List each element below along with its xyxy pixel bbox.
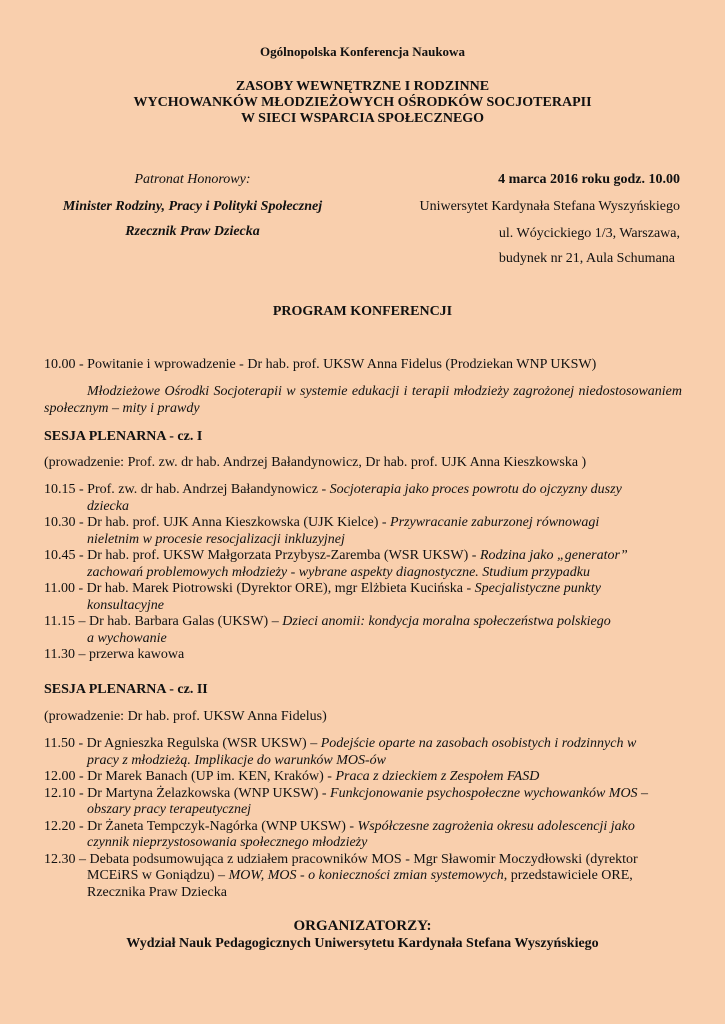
item-title: Przywracanie zaburzonej równowagi — [390, 515, 600, 530]
debate-line-1: 12.30 – Debata podsumowująca z udziałem pracowników MOS - Mgr Sławomir Moczydłowski (dyrektor — [44, 851, 638, 867]
title-line-1: ZASOBY WEWNĘTRZNE I RODZINNE — [235, 79, 490, 94]
debate-host: MCEiRS w Goniądzu) – — [87, 868, 229, 883]
session2-list — [44, 736, 648, 901]
opening-item: 10.00 - Powitanie i wprowadzenie - Dr hab. prof. UKSW Anna Fidelus (Prodziekan WNP UKSW) — [44, 357, 597, 372]
organizer-name: Wydział Nauk Pedagogicznych Uniwersytetu Kardynała Stefana Wyszyńskiego — [126, 936, 599, 951]
session1-chairs: (prowadzenie: Prof. zw. dr hab. Andrzej Bałandynowicz, Dr hab. prof. UJK Anna Kieszkowska ) — [44, 455, 587, 470]
session1-title: SESJA PLENARNA - cz. I — [44, 429, 203, 444]
event-building: budynek nr 21, Aula Schumana — [498, 251, 675, 266]
item-title: Socjoterapia jako proces powrotu do ojczyzny duszy — [329, 482, 622, 497]
item-speaker: 11.00 - Dr hab. Marek Piotrowski (Dyrektor ORE), mgr Elżbieta Kucińska - — [44, 581, 475, 596]
title-line-3: W SIECI WSPARCIA SPOŁECZNEGO — [240, 111, 485, 126]
item-speaker: 10.30 - Dr hab. prof. UJK Anna Kieszkowska (UJK Kielce) - — [44, 515, 391, 530]
debate-line-2 — [44, 868, 648, 885]
item-title: Rodzina jako „generator” — [479, 548, 628, 563]
patronage-label: Patronat Honorowy: — [134, 172, 251, 187]
program-heading: PROGRAM KONFERENCJI — [272, 304, 453, 319]
item-title-cont: dziecka — [87, 498, 129, 514]
item-speaker: 12.10 - Dr Martyna Żelazkowska (WNP UKSW) - — [44, 785, 331, 801]
program-item — [44, 482, 628, 499]
item-speaker: 11.15 – Dr hab. Barbara Galas (UKSW) – — [44, 614, 283, 629]
item-speaker: 12.20 - Dr Żaneta Tempczyk-Nagórka (WNP UKSW) - — [44, 818, 358, 834]
item-speaker: 10.15 - Prof. zw. dr hab. Andrzej Bałandynowicz - — [44, 482, 330, 497]
patron-minister: Minister Rodziny, Pracy i Polityki Społecznej — [62, 199, 323, 214]
program-item — [44, 548, 628, 565]
conference-type: Ogólnopolska Konferencja Naukowa — [260, 44, 465, 59]
program-item — [44, 581, 628, 598]
item-speaker: 10.45 - Dr hab. prof. UKSW Małgorzata Przybysz-Zaremba (WSR UKSW) - — [44, 548, 480, 563]
item-title: Specjalistyczne punkty — [474, 581, 602, 596]
item-title: Współczesne zagrożenia okresu adolescencji jako — [357, 818, 635, 834]
session1-list — [44, 482, 628, 664]
debate-line-3: Rzecznika Praw Dziecka — [87, 884, 227, 900]
program-item — [44, 614, 628, 631]
item-title: Podejście oparte na zasobach osobistych i rodzinnych w — [320, 736, 637, 751]
item-speaker: 12.00 - Dr Marek Banach (UP im. KEN, Kraków) - — [44, 769, 336, 784]
program-item — [44, 819, 648, 836]
patron-rzecznik: Rzecznik Praw Dziecka — [125, 224, 260, 239]
item-title: Funkcjonowanie psychospołeczne wychowanków MOS – — [330, 785, 649, 801]
organizers-heading: ORGANIZATORZY: — [293, 918, 432, 934]
session2-title: SESJA PLENARNA - cz. II — [44, 682, 208, 697]
debate-topic: MOW, MOS - o konieczności zmian systemowych — [228, 868, 504, 883]
debate-participants: , przedstawiciele ORE, — [503, 868, 633, 883]
item-title-cont: pracy z młodzieżą. Implikacje do warunków MOS-ów — [87, 752, 387, 768]
item-title: Praca z dzieckiem z Zespołem FASD — [335, 769, 540, 784]
item-title-cont: obszary pracy terapeutycznej — [87, 802, 252, 817]
program-item — [44, 515, 628, 532]
session2-chairs: (prowadzenie: Dr hab. prof. UKSW Anna Fidelus) — [44, 709, 327, 724]
item-title-cont: konsultacyjne — [87, 597, 164, 613]
event-address: ul. Wóycickiego 1/3, Warszawa, — [498, 226, 680, 241]
item-title-cont: czynnik nieprzystosowania społecznego młodzieży — [87, 835, 368, 850]
item-title-cont: zachowań problemowych młodzieży - wybrane aspekty diagnostyczne. Studium przypadku — [87, 564, 591, 580]
coffee-break: 11.30 – przerwa kawowa — [44, 647, 185, 662]
opening-talk: Młodzieżowe Ośrodki Socjoterapii w systemie edukacji i terapii młodzieży zagrożonej niedostosowaniem społecznym – mity i prawdy — [44, 384, 682, 416]
event-date: 4 marca 2016 roku godz. 10.00 — [498, 172, 680, 187]
item-speaker: 11.50 - Dr Agnieszka Regulska (WSR UKSW) – — [44, 736, 321, 751]
event-venue: Uniwersytet Kardynała Stefana Wyszyńskiego — [419, 199, 680, 214]
title-line-2: WYCHOWANKÓW MŁODZIEŻOWYCH OŚRODKÓW SOCJOTERAPII — [133, 95, 592, 110]
item-title-cont: a wychowanie — [87, 630, 167, 646]
item-title: Dzieci anomii: kondycja moralna społeczeństwa polskiego — [282, 614, 611, 629]
program-item — [44, 786, 648, 803]
item-title-cont: nieletnim w procesie resocjalizacji inkluzyjnej — [87, 531, 345, 547]
program-item — [44, 769, 648, 786]
program-item — [44, 736, 648, 753]
